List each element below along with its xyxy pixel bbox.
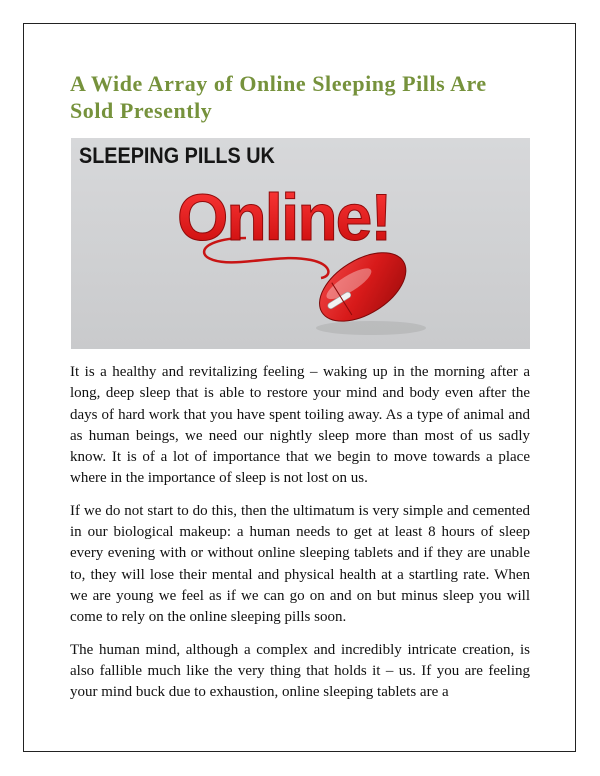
article-body [70,362,530,714]
hero-headline: Online! [177,180,391,254]
paragraph: It is a healthy and revitalizing feeling – waking up in the morning after a long, deep sleep that is able to restore your mind and body even after the days of hard work that you have spent toiling away. As a type of animal and as human beings, we need our nightly sleep more than most of us sadly know. It is of a lot of importance that we begin to move towards a place where in the importance of sleep is not lost on us. [70,364,530,487]
hero-image [71,138,530,349]
hero-caption: SLEEPING PILLS UK [79,143,275,168]
paragraph: If we do not start to do this, then the ultimatum is very simple and cemented in our biological makeup: a human needs to get at least 8 hours of sleep every evening with or without online sleeping tablets and if they are unable to, they will lose their mental and physical health at a startling rate. When we are young we feel as if we can go on and on but minus sleep you will come to rely on the online sleeping pills soon. [70,502,530,626]
page-title: A Wide Array of Online Sleeping Pills Are Sold Presently [70,71,487,123]
paragraph: The human mind, although a complex and incredibly intricate creation, is also fallible much like the very thing that holds it – us. If you are feeling your mind buck due to exhaustion, online sleeping tablets are a [70,641,530,701]
hero-graphic [71,138,530,349]
